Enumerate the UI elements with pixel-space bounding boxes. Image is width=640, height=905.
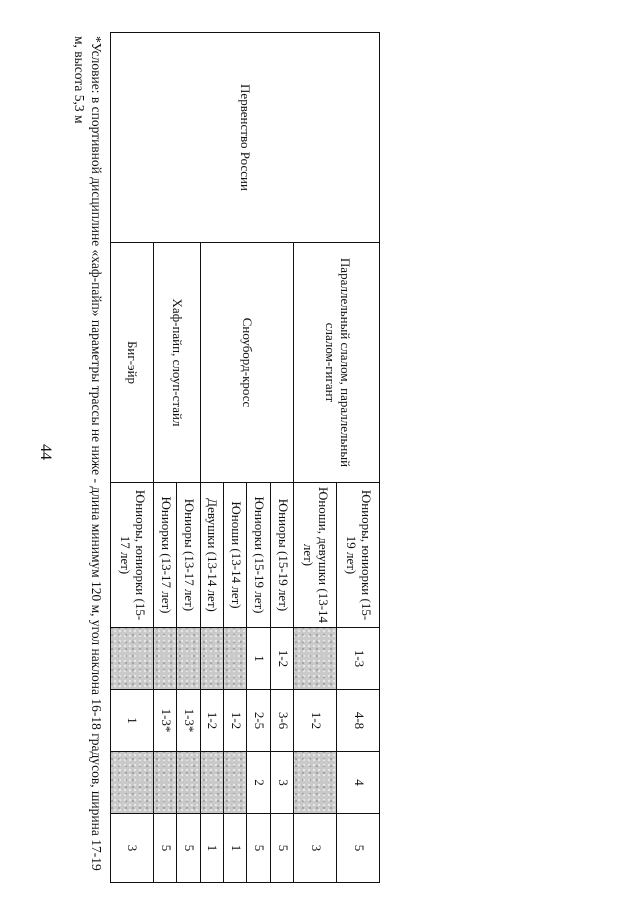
competition-cell: Первенство России xyxy=(111,33,380,243)
value-cell-2: 3-6 xyxy=(270,690,293,752)
page-number: 44 xyxy=(37,444,54,460)
age-group-cell: Юниоры (15-19 лет) xyxy=(270,483,293,628)
value-cell-4: 5 xyxy=(247,814,270,883)
value-cell-4: 5 xyxy=(153,814,176,883)
value-cell-3: 2 xyxy=(247,752,270,814)
value-cell-1 xyxy=(294,628,337,690)
age-group-cell: Юниорки (15-19 лет) xyxy=(247,483,270,628)
value-cell-2: 1-3* xyxy=(177,690,200,752)
age-group-cell: Юноши, девушки (13-14 лет) xyxy=(294,483,337,628)
value-cell-3: 3 xyxy=(270,752,293,814)
value-cell-2: 2-5 xyxy=(247,690,270,752)
value-cell-3 xyxy=(111,752,154,814)
value-cell-3 xyxy=(224,752,247,814)
discipline-cell: Сноуборд-кросс xyxy=(200,243,294,483)
value-cell-3 xyxy=(294,752,337,814)
value-cell-4: 5 xyxy=(337,814,380,883)
results-table xyxy=(110,32,380,883)
value-cell-2: 1-2 xyxy=(200,690,223,752)
value-cell-2: 1-2 xyxy=(294,690,337,752)
age-group-cell: Юниоры (13-17 лет) xyxy=(177,483,200,628)
age-group-cell: Девушки (13-14 лет) xyxy=(200,483,223,628)
value-cell-1 xyxy=(153,628,176,690)
value-cell-4: 5 xyxy=(270,814,293,883)
value-cell-4: 1 xyxy=(224,814,247,883)
value-cell-4: 3 xyxy=(294,814,337,883)
value-cell-1: 1-3 xyxy=(337,628,380,690)
value-cell-1 xyxy=(200,628,223,690)
table-row xyxy=(337,33,380,883)
value-cell-2: 1-2 xyxy=(224,690,247,752)
discipline-cell: Биг-эйр xyxy=(111,243,154,483)
age-group-cell: Юниоры, юниорки (15-17 лет) xyxy=(111,483,154,628)
value-cell-2: 4-8 xyxy=(337,690,380,752)
discipline-cell: Хаф-пайп, слоуп-стайл xyxy=(153,243,200,483)
value-cell-3 xyxy=(153,752,176,814)
value-cell-1: 1-2 xyxy=(270,628,293,690)
value-cell-1 xyxy=(111,628,154,690)
value-cell-4: 5 xyxy=(177,814,200,883)
value-cell-2: 1 xyxy=(111,690,154,752)
footnote: *Условие: в спортивной дисциплине «хаф-пайп» параметры трассы не ниже - длина минимум 120 м, угол наклона 16-18 градусов, ширина 17-19 м, высота 5,3 м xyxy=(72,36,104,871)
value-cell-1: 1 xyxy=(247,628,270,690)
age-group-cell: Юниорки (13-17 лет) xyxy=(153,483,176,628)
rotated-content xyxy=(70,32,380,882)
value-cell-3 xyxy=(200,752,223,814)
discipline-cell: Параллельный слалом, параллельный слалом-гигант xyxy=(294,243,380,483)
age-group-cell: Юниоры, юниорки (15-19 лет) xyxy=(337,483,380,628)
value-cell-1 xyxy=(224,628,247,690)
value-cell-1 xyxy=(177,628,200,690)
age-group-cell: Юноши (13-14 лет) xyxy=(224,483,247,628)
value-cell-4: 1 xyxy=(200,814,223,883)
value-cell-3: 4 xyxy=(337,752,380,814)
value-cell-3 xyxy=(177,752,200,814)
value-cell-2: 1-3* xyxy=(153,690,176,752)
value-cell-4: 3 xyxy=(111,814,154,883)
